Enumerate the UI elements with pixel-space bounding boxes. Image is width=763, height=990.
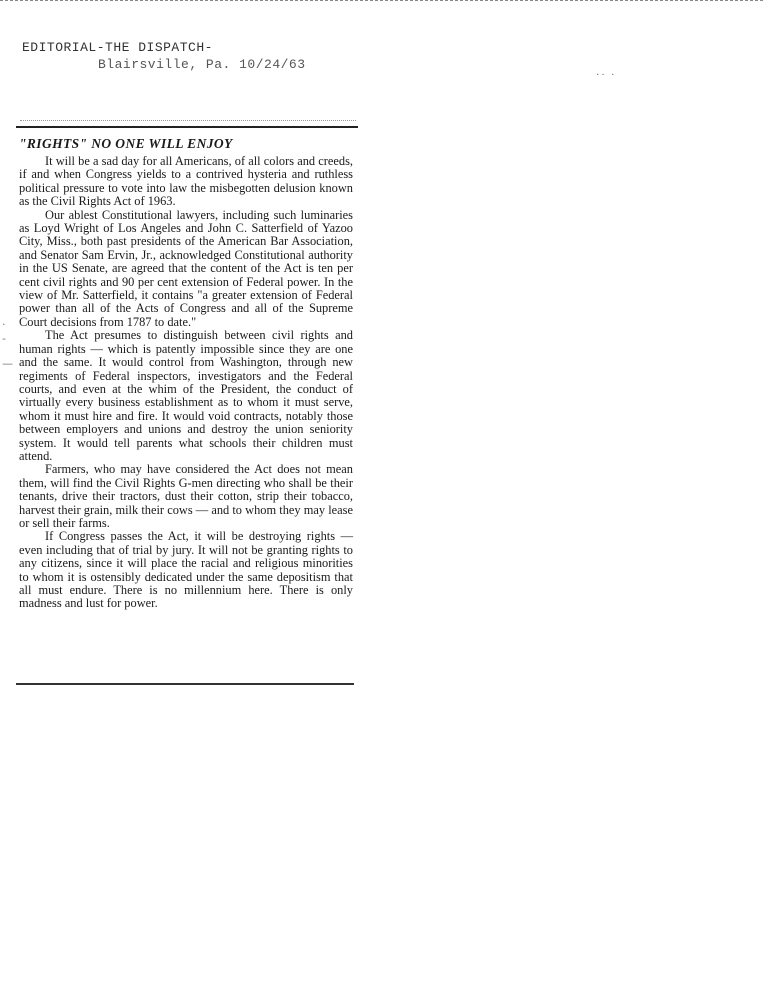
editorial-article	[19, 136, 353, 611]
margin-tick: —	[2, 357, 13, 370]
editorial-location-date: Blairsville, Pa. 10/24/63	[98, 57, 306, 72]
article-paragraph: The Act presumes to distinguish between civil rights and human rights — which is patently impossible since they are one and the same. It would control from Washington, through new regiments of Federal inspectors, investigators and the Federal courts, and even at the whim of the President, the conduct of virtually every business establishment as to whom it must serve, whom it must hire and fire. It would void contracts, notably those between employers and unions and destroy the union seniority system. It would tell parents what schools their children must attend.	[19, 328, 353, 463]
editorial-source-label: EDITORIAL-THE DISPATCH-	[22, 40, 213, 55]
article-paragraph: Our ablest Constitutional lawyers, including such luminaries as Loyd Wright of Los Angeles and John C. Satterfield of Yazoo City, Miss., both past presidents of the American Bar Association, and Senator Sam Ervin, Jr., acknowledged Constitutional authority in the US Senate, are agreed that the content of the Act is ten per cent civil rights and 90 per cent extension of Federal power. In the view of Mr. Satterfield, it contains "a greater extension of Federal power than all of the Acts of Congress and all of the Supreme Court decisions from 1787 to date."	[19, 207, 353, 329]
margin-tick: ·	[2, 318, 6, 331]
clipping-bottom-rule	[16, 683, 354, 685]
margin-tick: -	[2, 332, 6, 345]
page-top-border	[0, 0, 763, 7]
scan-specks: ·· ·	[596, 70, 617, 81]
clipping-top-faint-rule	[20, 120, 356, 121]
article-headline: "RIGHTS" NO ONE WILL ENJOY	[19, 136, 233, 151]
article-paragraph: It will be a sad day for all Americans, of all colors and creeds, if and when Congress yields to a contrived hysteria and ruthless political pressure to vote into law the misbegotten delusion known as the Civil Rights Act of 1963.	[19, 154, 353, 209]
article-paragraph: If Congress passes the Act, it will be destroying rights — even including that of trial by jury. It will not be granting rights to any citizens, since it will place the racial and religious minorities to whom it is ostensibly dedicated under the same depositism that all must endure. There is no millennium here. There is only madness and lust for power.	[19, 529, 353, 611]
article-paragraph: Farmers, who may have considered the Act does not mean them, will find the Civil Rights G-men directing who shall be their tenants, drive their tractors, dust their cotton, strip their tobacco, harvest their grain, milk their cows — and to whom they may lease or sell their farms.	[19, 462, 353, 530]
clipping-top-rule	[16, 126, 358, 128]
